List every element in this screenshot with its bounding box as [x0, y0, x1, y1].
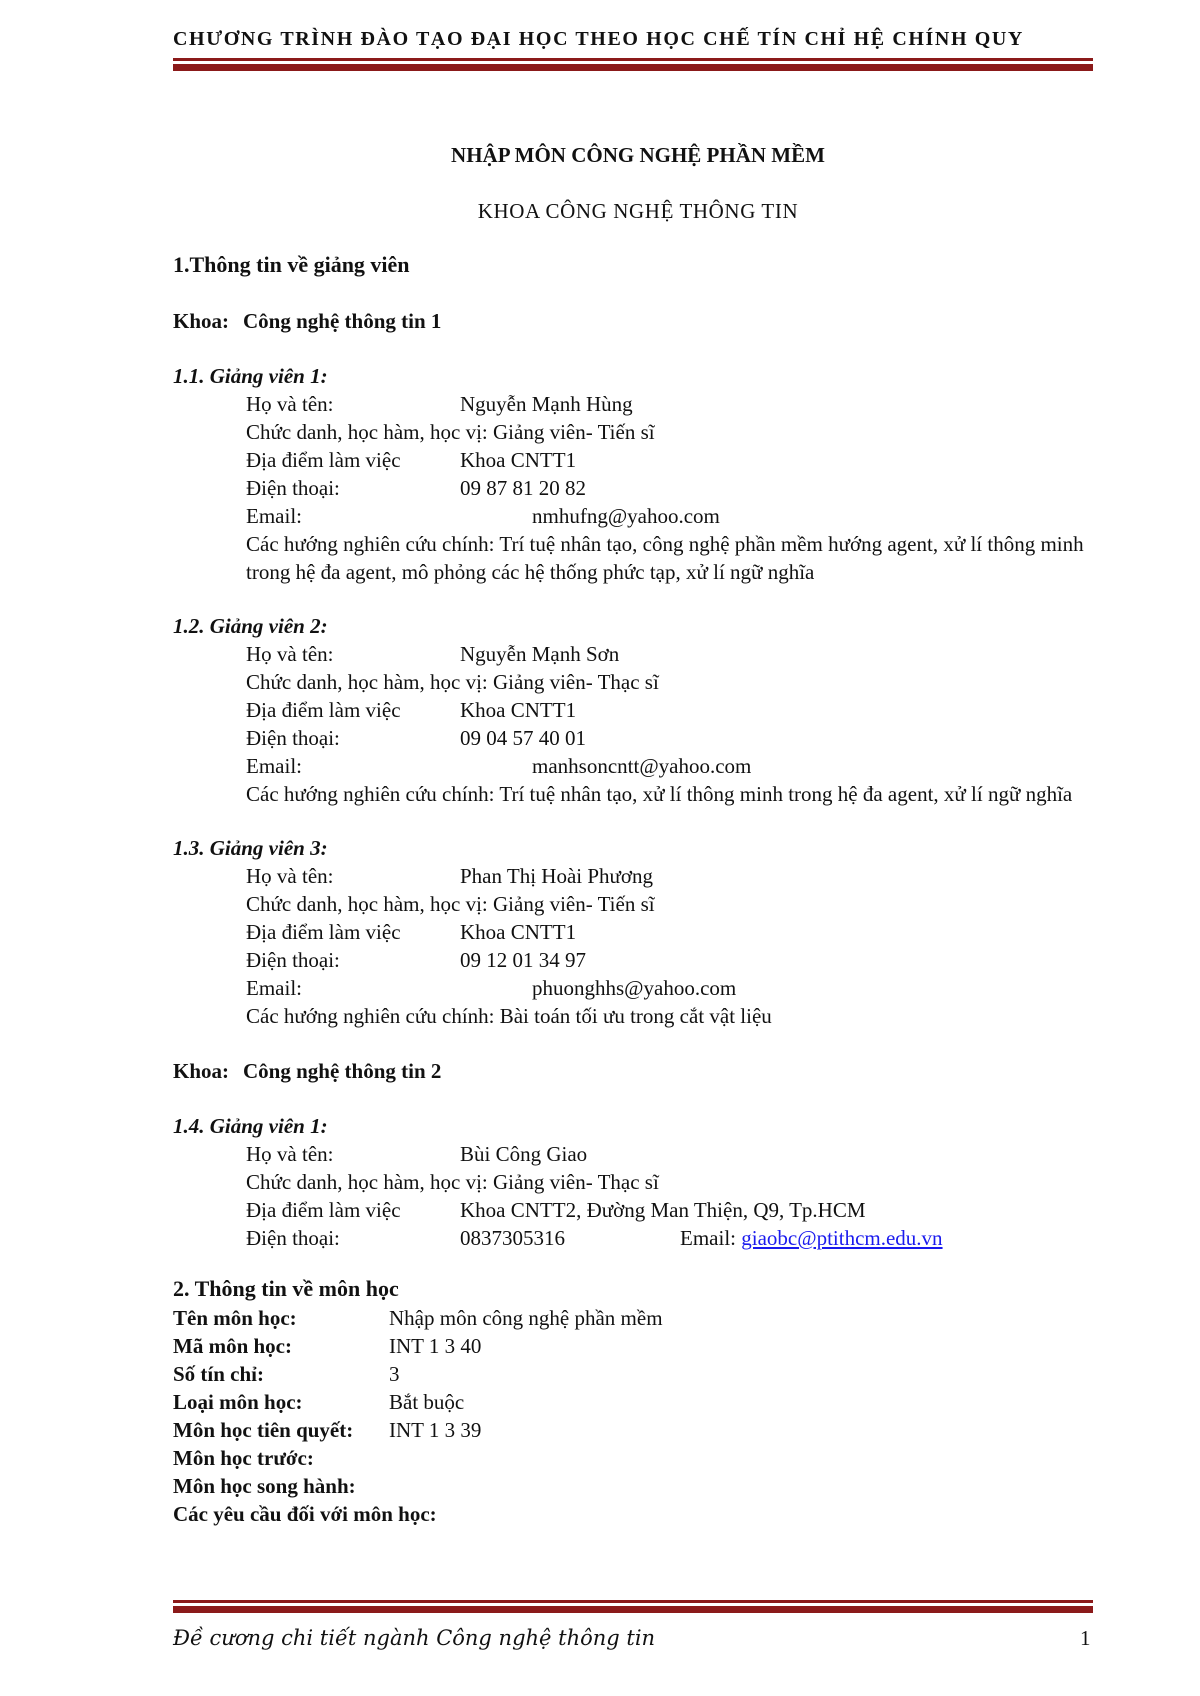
title-label-text: Chức danh, học hàm, học vị:	[246, 670, 488, 694]
lecturer-title: Giảng viên- Thạc sĩ	[493, 670, 659, 694]
faculty-heading	[173, 306, 1103, 336]
lecturer-email: phuonghhs@yahoo.com	[532, 976, 737, 1000]
lecturer-location: Khoa CNTT1	[460, 698, 577, 722]
title-label	[246, 418, 655, 446]
location-label: Địa điểm làm việc	[246, 698, 401, 722]
lecturer-phone: 09 87 81 20 82	[460, 476, 586, 500]
research-text: Trí tuệ nhân tạo, công nghệ phần mềm hướng agent, xử lí thông minh trong hệ đa agent, mô phỏng các hệ thống phức tạp, xử lí ngữ nghĩa	[246, 532, 1084, 584]
research-paragraph	[246, 780, 1104, 808]
course-row	[173, 1472, 1103, 1500]
course-label: Số tín chỉ:	[173, 1362, 265, 1386]
course-label: Môn học trước:	[173, 1446, 314, 1470]
lecturer-title: Giảng viên- Thạc sĩ	[493, 1170, 659, 1194]
title-label-text: Chức danh, học hàm, học vị:	[246, 1170, 488, 1194]
department-name: KHOA CÔNG NGHỆ THÔNG TIN	[477, 199, 799, 223]
course-value: Nhập môn công nghệ phần mềm	[389, 1306, 663, 1330]
email-label: Email:	[246, 754, 302, 778]
phone-label: Điện thoại:	[246, 476, 340, 500]
course-value: 3	[389, 1362, 400, 1386]
lecturer-name: Bùi Công Giao	[460, 1142, 588, 1166]
email-pair	[680, 1224, 943, 1252]
research-text: Trí tuệ nhân tạo, xử lí thông minh trong hệ đa agent, xử lí ngữ nghĩa	[499, 782, 1073, 806]
lecturer-phone: 09 04 57 40 01	[460, 726, 586, 750]
name-label: Họ và tên:	[246, 864, 334, 888]
lecturer-info	[246, 390, 1103, 586]
course-row	[173, 1388, 1103, 1416]
name-label: Họ và tên:	[246, 392, 334, 416]
lecturer-info	[246, 862, 1103, 1030]
document-title: NHẬP MÔN CÔNG NGHỆ PHẦN MỀM	[451, 143, 825, 167]
lecturer-location: Khoa CNTT1	[460, 920, 577, 944]
faculty-label: Khoa:	[173, 309, 230, 333]
lecturer-phone: 09 12 01 34 97	[460, 948, 586, 972]
course-row	[173, 1444, 1103, 1472]
research-label: Các hướng nghiên cứu chính:	[246, 1004, 495, 1028]
phone-label: Điện thoại:	[246, 948, 340, 972]
lecturer-title: Giảng viên- Tiến sĩ	[493, 892, 655, 916]
lecturer-heading: 1.3. Giảng viên 3:	[173, 836, 328, 860]
lecturer-info	[246, 640, 1103, 808]
lecturer-location: Khoa CNTT2, Đường Man Thiện, Q9, Tp.HCM	[460, 1198, 866, 1222]
faculty-label: Khoa:	[173, 1059, 230, 1083]
course-label: Môn học song hành:	[173, 1474, 356, 1498]
lecturer-name: Phan Thị Hoài Phương	[460, 864, 654, 888]
title-label	[246, 668, 659, 696]
research-paragraph	[246, 530, 1104, 586]
lecturer-heading: 1.2. Giảng viên 2:	[173, 614, 328, 638]
lecturer-heading: 1.4. Giảng viên 1:	[173, 1114, 328, 1138]
research-label: Các hướng nghiên cứu chính:	[246, 532, 495, 556]
lecturer-name: Nguyễn Mạnh Hùng	[460, 392, 633, 416]
course-label: Mã môn học:	[173, 1334, 292, 1358]
document-body	[173, 140, 1103, 1528]
location-label: Địa điểm làm việc	[246, 1198, 401, 1222]
location-label: Địa điểm làm việc	[246, 920, 401, 944]
lecturer-heading: 1.1. Giảng viên 1:	[173, 364, 328, 388]
email-label: Email:	[246, 504, 302, 528]
lecturer-email: manhsoncntt@yahoo.com	[532, 754, 752, 778]
course-row	[173, 1332, 1103, 1360]
course-label: Loại môn học:	[173, 1390, 303, 1414]
email-link[interactable]: giaobc@ptithcm.edu.vn	[741, 1226, 943, 1250]
name-label: Họ và tên:	[246, 642, 334, 666]
course-label: Tên môn học:	[173, 1306, 297, 1330]
title-label-text: Chức danh, học hàm, học vị:	[246, 892, 488, 916]
email-label: Email:	[246, 976, 302, 1000]
lecturer-email: nmhufng@yahoo.com	[532, 504, 720, 528]
research-label: Các hướng nghiên cứu chính:	[246, 782, 495, 806]
lecturer-info	[246, 1140, 1103, 1252]
title-label	[246, 890, 655, 918]
course-row	[173, 1304, 1103, 1332]
course-value: INT 1 3 39	[389, 1418, 482, 1442]
course-row	[173, 1360, 1103, 1388]
faculty-heading	[173, 1056, 1103, 1086]
running-header: CHƯƠNG TRÌNH ĐÀO TẠO ĐẠI HỌC THEO HỌC CHẾ TÍN CHỈ HỆ CHÍNH QUY	[173, 28, 1024, 50]
research-text: Bài toán tối ưu trong cắt vật liệu	[499, 1004, 772, 1028]
faculty-value: Công nghệ thông tin 2	[243, 1059, 442, 1083]
footer-rule	[173, 1600, 1093, 1613]
course-label: Các yêu cầu đối với môn học:	[173, 1502, 437, 1526]
lecturer-title: Giảng viên- Tiến sĩ	[493, 420, 655, 444]
course-value: Bắt buộc	[389, 1390, 465, 1414]
section-heading-course: 2. Thông tin về môn học	[173, 1276, 399, 1301]
course-info	[173, 1304, 1103, 1528]
title-label-text: Chức danh, học hàm, học vị:	[246, 420, 488, 444]
phone-label: Điện thoại:	[246, 726, 340, 750]
course-value: INT 1 3 40	[389, 1334, 482, 1358]
header-rule	[173, 58, 1093, 71]
course-row	[173, 1416, 1103, 1444]
faculty-value: Công nghệ thông tin 1	[243, 309, 442, 333]
footer-text: Đề cương chi tiết ngành Công nghệ thông tin	[173, 1626, 656, 1650]
location-label: Địa điểm làm việc	[246, 448, 401, 472]
section-heading-lecturers: 1.Thông tin về giảng viên	[173, 252, 410, 277]
title-label	[246, 1168, 659, 1196]
lecturer-name: Nguyễn Mạnh Sơn	[460, 642, 620, 666]
name-label: Họ và tên:	[246, 1142, 334, 1166]
course-label: Môn học tiên quyết:	[173, 1418, 354, 1442]
course-row	[173, 1500, 1103, 1528]
email-label: Email:	[680, 1226, 736, 1250]
lecturer-phone: 0837305316	[460, 1226, 565, 1250]
lecturer-location: Khoa CNTT1	[460, 448, 577, 472]
page-number: 1	[1080, 1626, 1091, 1650]
phone-label: Điện thoại:	[246, 1226, 340, 1250]
research-paragraph	[246, 1002, 1104, 1030]
